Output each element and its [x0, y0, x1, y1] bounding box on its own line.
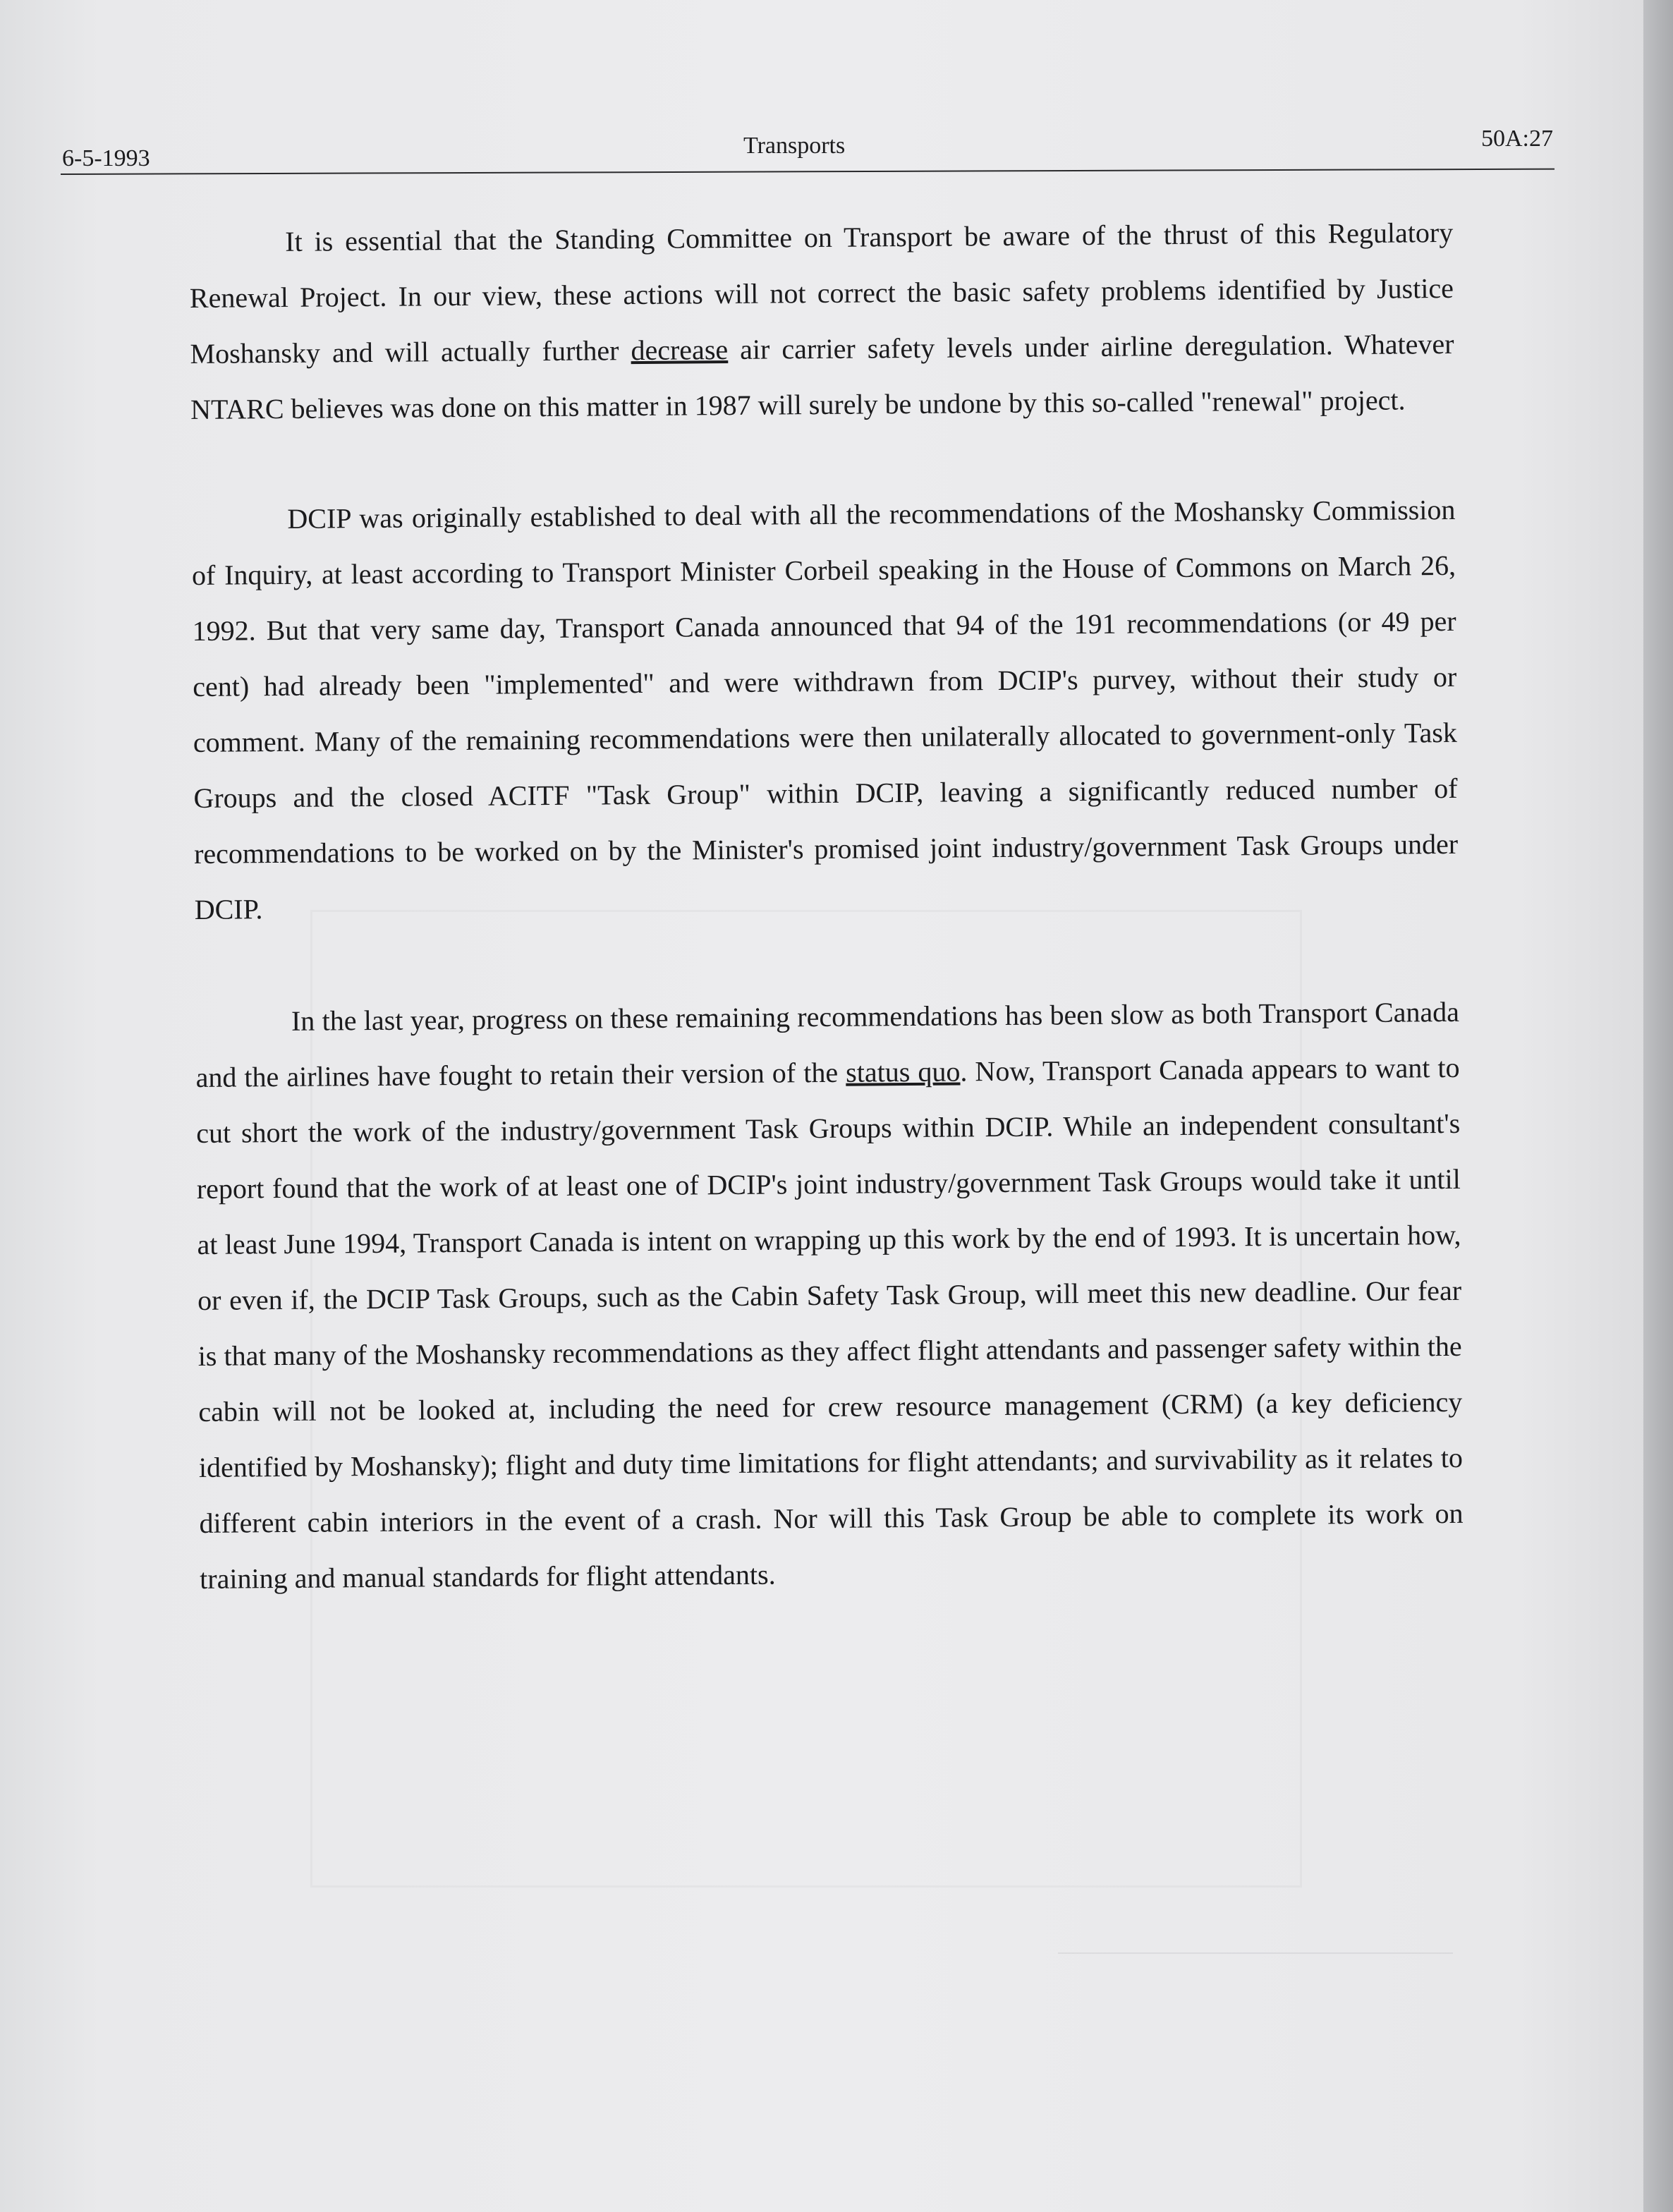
- paragraph: [189, 205, 1454, 437]
- body-text: [189, 205, 1464, 1661]
- page-edge: [1643, 0, 1673, 2212]
- paragraph-text: DCIP was originally established to deal with all the recommendations of the Moshansky Commission of Inquiry, at least according to Transport Minister Corbeil speaking in the House of Commons on March 26, 1992. But that very same day, Transport Canada announced that 94 of the 191 recommendations (or 49 per cent) had already been "implemented" and were withdrawn from DCIP's purvey, without their study or comment. Many of the remaining recommendations were then unilaterally allocated to government-only Task Groups and the closed ACITF "Task Group" within DCIP, leaving a significantly reduced number of recommendations to be worked on by the Minister's promised joint industry/government Task Groups under DCIP.: [191, 493, 1459, 925]
- underlined-phrase: status quo: [845, 1055, 961, 1088]
- header-page-number: 50A:27: [1481, 126, 1553, 152]
- running-header: [61, 124, 1555, 174]
- show-through-footnote-rule: [1058, 1952, 1453, 1954]
- paragraph: [191, 482, 1459, 937]
- paragraph-text: In the last year, progress on these remaining recommendations has been slow as both Transport Canada and the airlines have fought to retain their version of the: [195, 995, 1460, 1093]
- paragraph-text: . Now, Transport Canada appears to want to cut short the work of the industry/government Task Groups within DCIP. While an independent consultant's report found that the work of at least one of DCIP's joint industry/government Task Groups would take it until at least June 1994, Transport Canada is intent on wrapping up this work by the end of 1993. It is uncertain how, or even if, the DCIP Task Groups, such as the Cabin Safety Task Group, will meet this new deadline. Our fear is that many of the Moshansky recommendations as they affect flight attendants and passenger safety within the cabin will not be looked at, including the need for crew resource management (CRM) (a key deficiency identified by Moshansky); flight and duty time limitations for flight attendants; and survivability as it relates to different cabin interiors in the event of a crash. Nor will this Task Group be able to complete its work on training and manual standards for flight attendants.: [196, 1051, 1464, 1595]
- paragraph: [195, 984, 1464, 1607]
- paragraph-text: It is essential that the Standing Committee on Transport be aware of the thrust of this Regulatory Renewal Project. In our view, these actions will not correct the basic safety problems identified by Justice Moshansky and will actually further: [189, 216, 1454, 370]
- header-title: Transports: [743, 133, 846, 159]
- paragraph-text: air carrier safety levels under airline deregulation. Whatever NTARC believes was done on this matter in 1987 will surely be undone by this so-called "renewal" project.: [190, 327, 1454, 425]
- underlined-word: decrease: [631, 334, 729, 367]
- header-date: 6-5-1993: [62, 145, 150, 171]
